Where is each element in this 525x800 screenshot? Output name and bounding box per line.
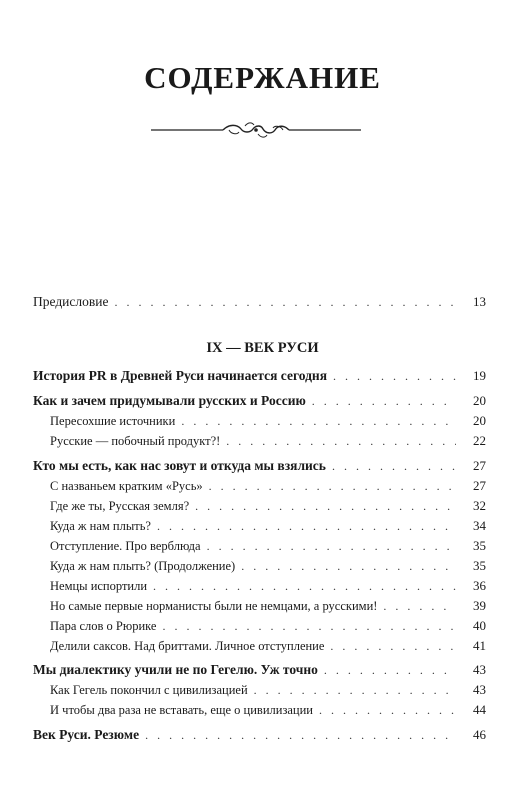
toc-entry-page: 44	[473, 702, 486, 717]
toc-entry-title: Мы диалектику учили не по Гегелю. Уж точно	[33, 662, 318, 677]
toc-entry-title: Но самые первые норманисты были не немцами, а русскими!	[50, 599, 378, 613]
toc-entry[interactable]	[33, 433, 486, 455]
toc-entry[interactable]	[33, 598, 486, 620]
toc-entry[interactable]	[33, 578, 486, 600]
toc-entry-title: Кто мы есть, как нас зовут и откуда мы взялись	[33, 458, 326, 473]
dot-leader	[157, 519, 456, 534]
dot-leader	[153, 579, 456, 594]
toc-entry-page: 35	[473, 538, 486, 553]
dot-leader	[195, 499, 456, 514]
toc-entry-title: История PR в Древней Руси начинается сегодня	[33, 368, 328, 383]
section-heading: IX — ВЕК РУСИ	[206, 340, 319, 356]
page-title: СОДЕРЖАНИЕ	[144, 60, 381, 95]
dot-leader	[207, 539, 456, 554]
dot-leader	[333, 369, 456, 384]
dot-leader	[332, 459, 456, 474]
dot-leader	[254, 683, 456, 698]
toc-entry[interactable]	[33, 618, 486, 640]
toc-entry[interactable]	[33, 413, 486, 435]
toc-entry-page: 20	[473, 393, 486, 408]
toc-entry-page: 20	[473, 413, 486, 428]
toc-entry-page: 35	[473, 558, 486, 573]
toc-entry[interactable]	[33, 727, 486, 749]
toc-entry-title: Делили саксов. Над бриттами. Личное отступление	[50, 639, 325, 653]
dot-leader	[319, 703, 456, 718]
toc-entry[interactable]	[33, 662, 486, 684]
toc-entry-page: 22	[473, 433, 486, 448]
dot-leader	[145, 728, 456, 743]
toc-list	[33, 0, 486, 800]
toc-entry-title: Немцы испортили	[50, 579, 148, 593]
dot-leader	[383, 599, 456, 614]
dot-leader	[324, 663, 456, 678]
dot-leader	[162, 619, 456, 634]
dot-leader	[209, 479, 456, 494]
toc-entry-page: 43	[473, 682, 486, 697]
toc-entry[interactable]	[33, 393, 486, 415]
toc-entry[interactable]	[33, 368, 486, 390]
toc-entry-page: 19	[473, 368, 486, 383]
toc-entry-page: 27	[473, 478, 486, 493]
toc-entry[interactable]	[33, 538, 486, 560]
toc-entry-title: Русские — побочный продукт?!	[50, 434, 221, 448]
toc-entry[interactable]	[33, 478, 486, 500]
toc-entry[interactable]	[33, 702, 486, 724]
toc-entry-title: Куда ж нам плыть?	[50, 519, 151, 533]
toc-entry-title: И чтобы два раза не вставать, еще о цивилизации	[50, 703, 314, 717]
toc-entry-page: 36	[473, 578, 486, 593]
toc-entry-page: 46	[473, 727, 486, 742]
toc-entry-title: Предисловие	[33, 294, 109, 309]
toc-entry[interactable]	[33, 558, 486, 580]
toc-entry-page: 13	[473, 294, 486, 309]
toc-entry-title: Как и зачем придумывали русских и Россию	[33, 393, 306, 408]
toc-entry-title: Пара слов о Рюрике	[50, 619, 157, 633]
toc-entry-page: 32	[473, 498, 486, 513]
dot-leader	[312, 394, 456, 409]
toc-entry-page: 27	[473, 458, 486, 473]
toc-entry-page: 41	[473, 638, 486, 653]
toc-entry-title: Век Руси. Резюме	[33, 727, 140, 742]
dot-leader	[226, 434, 456, 449]
toc-entry[interactable]	[33, 638, 486, 660]
toc-entry-title: Отступление. Про верблюда	[50, 539, 201, 553]
toc-entry-title: Где же ты, Русская земля?	[50, 499, 190, 513]
dot-leader	[241, 559, 456, 574]
toc-entry-title: Пересохшие источники	[50, 414, 176, 428]
toc-entry-page: 34	[473, 518, 486, 533]
toc-entry[interactable]	[33, 498, 486, 520]
toc-entry-title: Куда ж нам плыть? (Продолжение)	[50, 559, 236, 573]
toc-entry-page: 40	[473, 618, 486, 633]
toc-entry-page: 43	[473, 662, 486, 677]
toc-entry[interactable]	[33, 458, 486, 480]
toc-entry-title: Как Гегель покончил с цивилизацией	[50, 683, 248, 697]
toc-entry-page: 39	[473, 598, 486, 613]
dot-leader	[330, 639, 456, 654]
toc-entry[interactable]	[33, 682, 486, 704]
toc-entry-title: С названьем кратким «Русь»	[50, 479, 203, 493]
dot-leader	[181, 414, 456, 429]
toc-entry[interactable]	[33, 518, 486, 540]
